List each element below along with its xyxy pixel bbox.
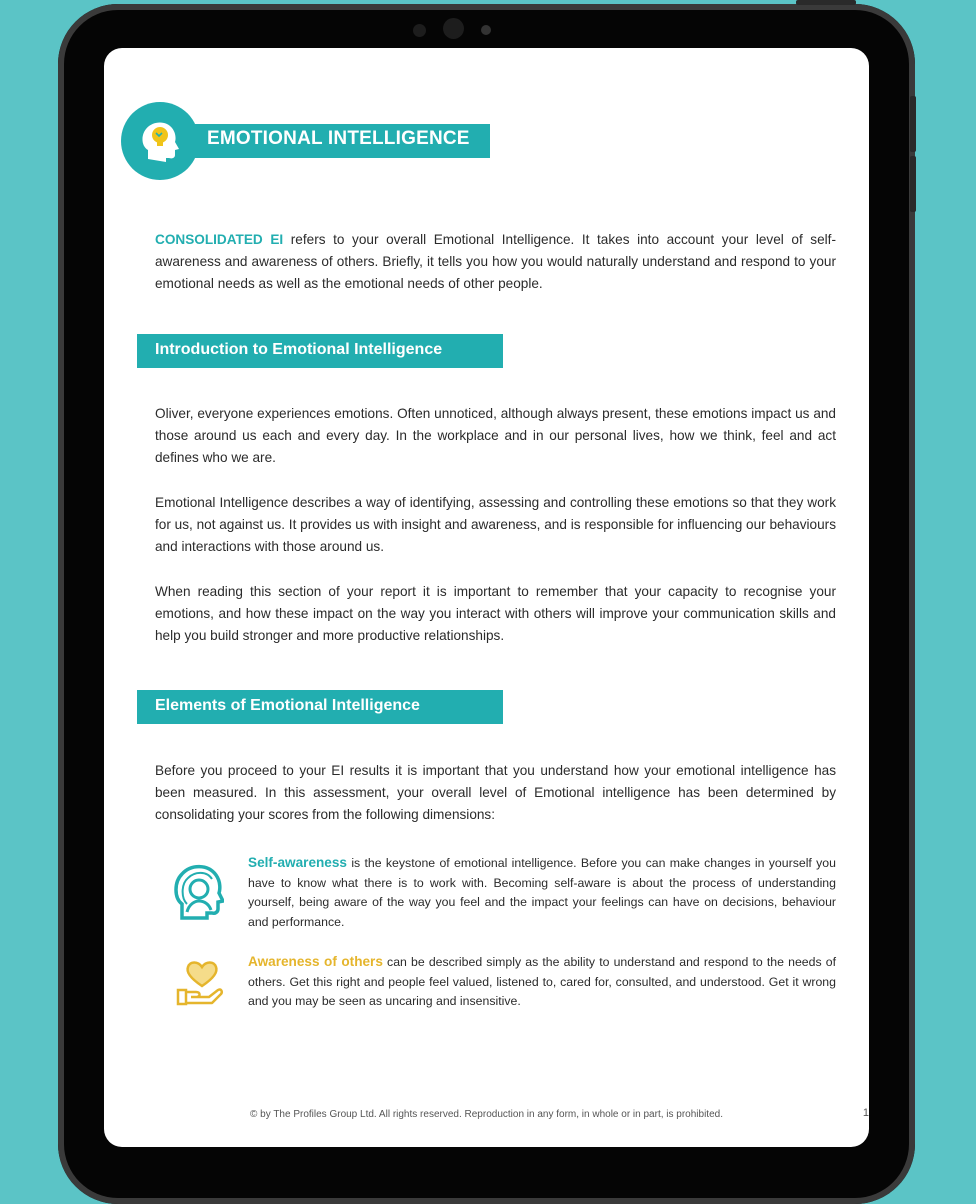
section-title-elements: Elements of Emotional Intelligence [155, 697, 420, 714]
consolidated-ei-highlight: CONSOLIDATED EI [155, 232, 284, 247]
self-awareness-highlight: Self-awareness [248, 855, 347, 870]
self-awareness-description [248, 853, 836, 932]
camera-icon [443, 18, 464, 39]
tablet-side-button [910, 156, 916, 212]
self-awareness-text: is the keystone of emotional intelligence. Before you can make changes in yourself you have to know what there is to work with. Becoming self-aware is about the process of understanding yourself, being aware of the way you feel and the impact your feelings can have on decisions, behaviour and performance. [248, 856, 836, 929]
heart-hand-icon [176, 958, 224, 1008]
awareness-of-others-description [248, 952, 836, 1012]
awareness-of-others-highlight: Awareness of others [248, 954, 383, 969]
section-header-elements [137, 690, 503, 724]
document-page[interactable] [104, 48, 869, 1147]
intro-paragraph-text: refers to your overall Emotional Intelligence. It takes into account your level of self-awareness and awareness of others. Briefly, it tells you how you would naturally understand and respond to your emotional needs as well as the emotional needs of other people. [155, 232, 836, 292]
self-awareness-icon-wrap [172, 860, 224, 927]
sensor-icon [413, 24, 426, 37]
head-profile-icon [172, 860, 224, 922]
camera-bar [58, 22, 915, 42]
elements-body-paragraph: Before you proceed to your EI results it is important that you understand how your emotional intelligence has been measured. In this assessment, your overall level of Emotional intelligence has been determined by consolidating your scores from the following dimensions: [155, 763, 836, 823]
tablet-top-button [796, 0, 856, 5]
head-lightbulb-icon [121, 102, 199, 180]
light-sensor-icon [481, 25, 491, 35]
section-header-introduction [137, 334, 503, 368]
awareness-others-icon-wrap [176, 958, 224, 1013]
page-number: 1 [862, 1107, 869, 1119]
intro-body-paragraph: Emotional Intelligence describes a way of identifying, assessing and controlling these emotions so that they work for us, not against us. It provides us with insight and awareness, and is responsible for influencing our behaviours and interactions with those around us. [155, 495, 836, 555]
awareness-of-others-text: can be described simply as the ability to understand and respond to the needs of others. Get this right and people feel valued, listened to, cared for, consulted, and understood. Get it wrong and you may be seen as uncaring and insensitive. [248, 955, 837, 1008]
intro-body-paragraph: When reading this section of your report it is important to remember that your capacity to recognise your emotions, and how these impact on the way you interact with others will improve your communication skills and help you build stronger and more productive relationships. [155, 584, 836, 644]
intro-body-paragraph: Oliver, everyone experiences emotions. Often unnoticed, although always present, these emotions impact us and those around us each and every day. In the workplace and in our personal lives, how we think, feel and act defines who we are. [155, 406, 836, 466]
intro-paragraph [155, 229, 836, 296]
header-icon-circle [121, 102, 199, 180]
page-title: EMOTIONAL INTELLIGENCE [207, 128, 470, 149]
tablet-side-button [910, 96, 916, 152]
section-title-introduction: Introduction to Emotional Intelligence [155, 341, 443, 358]
footer-copyright: © by The Profiles Group Ltd. All rights reserved. Reproduction in any form, in whole or in part, is prohibited. [250, 1109, 723, 1120]
